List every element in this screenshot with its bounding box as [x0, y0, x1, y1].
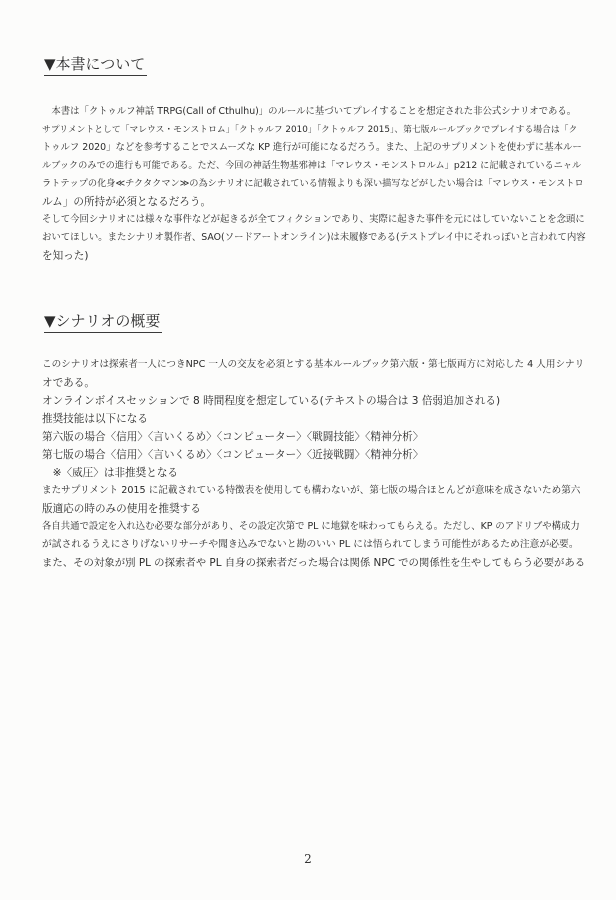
- paragraph-line: このシナリオは探索者一人につきNPC 一人の交友を必須とする基本ルールブック第六版・第七版両方に対応した 4 人用シナリ: [42, 359, 585, 370]
- paragraph-line: 第六版の場合〈信用〉〈言いくるめ〉〈コンピューター〉〈戦闘技能〉〈精神分析〉: [42, 431, 424, 443]
- paragraph-line: おいてほしい。またシナリオ製作者、SAO(ソードアートオンライン)は未履修である(テストプレイ中にそれっぽいと言われて内容: [42, 232, 586, 243]
- paragraph-line: オである。: [42, 377, 95, 389]
- paragraph-line: 推奨技能は以下になる: [42, 413, 148, 425]
- section-heading-scenario-overview: ▼シナリオの概要: [44, 310, 162, 333]
- about-this-book-body: [42, 103, 587, 265]
- paragraph-line: 版適応の時のみの使用を推奨する: [42, 503, 201, 515]
- paragraph-line: また、その対象が別 PL の探索者や PL 自身の探索者だった場合は関係 NPC での関係性を生やしてもらう必要がある: [42, 557, 586, 569]
- paragraph-line: 第七版の場合〈信用〉〈言いくるめ〉〈コンピューター〉〈近接戦闘〉〈精神分析〉: [42, 449, 424, 461]
- paragraph-line: トゥルフ 2020」などを参考することでスムーズな KP 進行が可能になるだろう。また、上記のサプリメントを使わずに基本ルー: [42, 142, 582, 153]
- paragraph-line: 本書は「クトゥルフ神話 TRPG(Call of Cthulhu)」のルールに基づいてプレイすることを想定された非公式シナリオである。: [42, 106, 577, 117]
- paragraph-line: サプリメントとして「マレウス・モンストロム」「クトゥルフ 2010」「クトゥルフ 2015」、第七版ルールブックでプレイする場合は「ク: [42, 125, 578, 135]
- page-number: 2: [304, 852, 312, 866]
- paragraph-line: またサプリメント 2015 に記載されている特徴表を使用しても構わないが、第七版の場合ほとんどが意味を成さないため第六: [42, 485, 581, 496]
- paragraph-line: オンラインボイスセッションで 8 時間程度を想定している(テキストの場合は 3 倍弱追加される): [42, 395, 501, 407]
- paragraph-line: ラトテップの化身≪チクタクマン≫の為シナリオに記載されている情報よりも深い描写などがしたい場合は「マレウス・モンストロ: [42, 178, 584, 189]
- paragraph-line: ルム」の所持が必須となるだろう。: [42, 196, 212, 208]
- paragraph-line: ※〈威圧〉は非推奨となる: [42, 467, 179, 479]
- paragraph-line: 各自共通で設定を入れ込む必要な部分があり、その設定次第で PL に地獄を味わってもらえる。ただし、KP のアドリブや構成力: [42, 521, 580, 532]
- section-heading-about-this-book: ▼本書について: [44, 53, 147, 76]
- paragraph-line: そして今回シナリオには様々な事件などが起きるが全てフィクションであり、実際に起きた事件を元にはしていないことを念頭に: [42, 214, 585, 225]
- scenario-overview-body: [42, 356, 587, 572]
- paragraph-line: を知った): [42, 250, 89, 262]
- paragraph-line: ルブックのみでの進行も可能である。ただ、今回の神話生物基邪神は「マレウス・モンストロルム」p212 に記載されているニャル: [42, 160, 582, 171]
- paragraph-line: が試されるうえにさりげないリサーチや聞き込みでないと勘のいい PL には悟られてしまう可能性があるため注意が必要。: [42, 539, 579, 550]
